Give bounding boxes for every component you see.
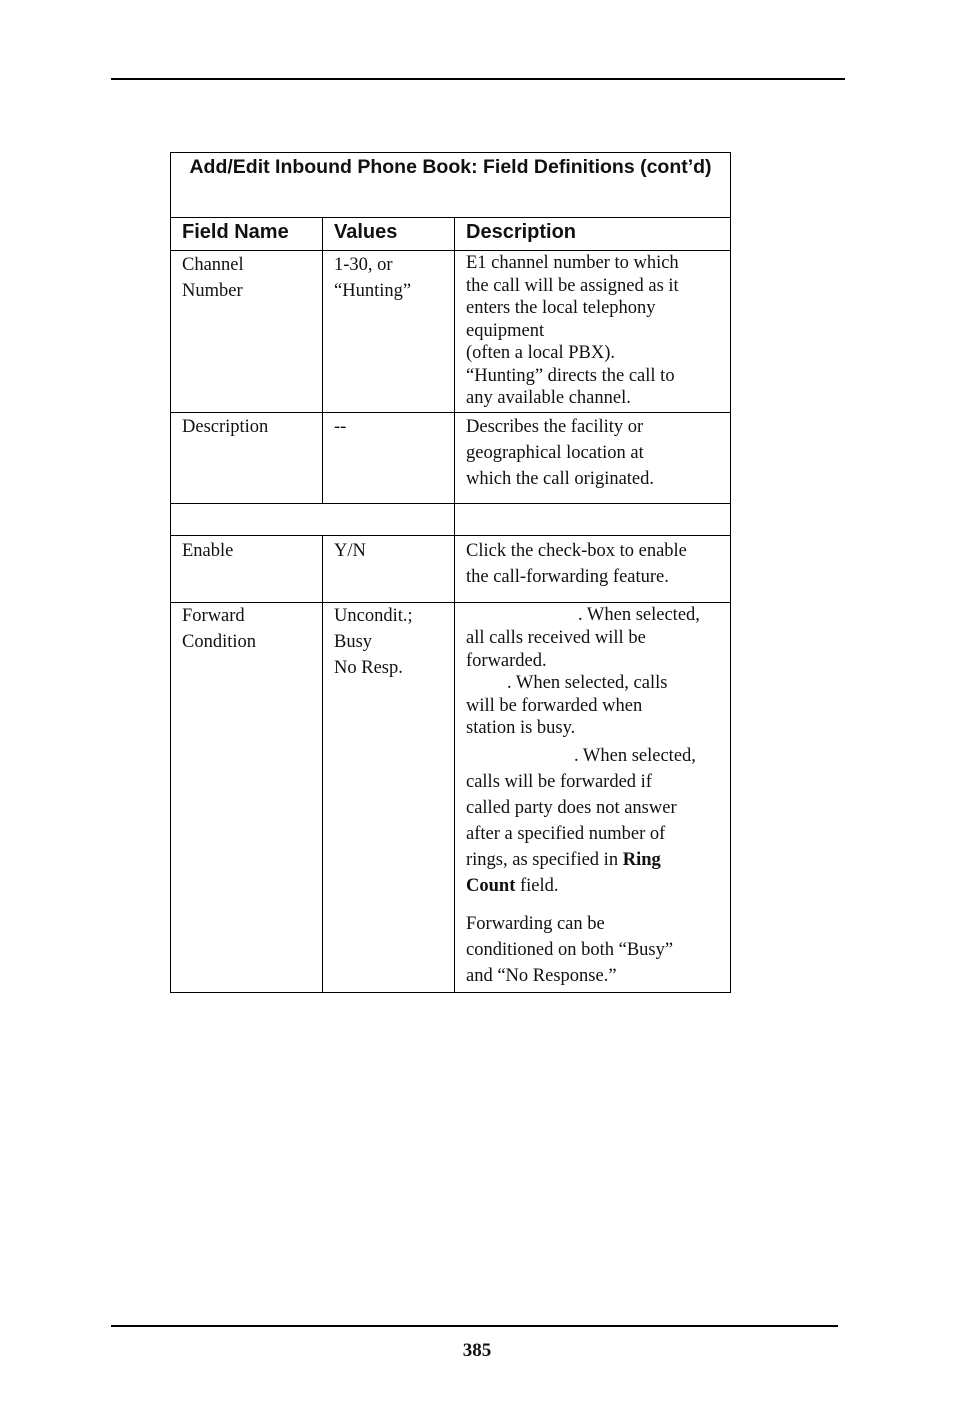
field-name-cell: Channel Number (171, 251, 323, 413)
field-definitions-table (170, 152, 731, 993)
field-name-cell: Forward Condition (171, 603, 323, 993)
values-cell: Y/N (323, 536, 455, 603)
table-title-row (171, 153, 731, 218)
ring-count-line: rings, as specified in Ring (466, 849, 661, 870)
description-cell: . When selected, all calls received will be forwarded. . When selected, calls will be forwarded when station is busy. . When selected, calls will be forwarded if called party does not answer after a specified number of rings, as specified in Ring Count field. Forwarding can be conditioned on both “Busy” and “No Response.” (455, 603, 731, 993)
values-cell: -- (323, 413, 455, 504)
values-cell: Uncondit.; Busy No Resp. (323, 603, 455, 993)
table-row (171, 603, 731, 993)
header-rule (111, 78, 845, 80)
field-name-cell: Description (171, 413, 323, 504)
table-header-row (171, 218, 731, 251)
description-cell: Describes the facility or geographical location at which the call originated. (455, 413, 731, 504)
values-cell: 1-30, or “Hunting” (323, 251, 455, 413)
empty-cell (455, 504, 731, 536)
header-values: Values (323, 218, 455, 251)
header-description: Description (455, 218, 731, 251)
table-row (171, 413, 731, 504)
table-row (171, 251, 731, 413)
page-number: 385 (462, 1340, 492, 1361)
footer-rule (111, 1325, 838, 1327)
table-row (171, 536, 731, 603)
table-row-section-divider (171, 504, 731, 536)
description-cell: Click the check-box to enable the call-forwarding feature. (455, 536, 731, 603)
header-field-name: Field Name (171, 218, 323, 251)
description-cell: E1 channel number to which the call will be assigned as it enters the local telephony equipment (often a local PBX). “Hunting” directs the call to any available channel. (455, 251, 731, 413)
ring-count-line-2: Count field. (466, 875, 559, 896)
empty-cell (171, 504, 455, 536)
table-title: Add/Edit Inbound Phone Book: Field Definitions (cont’d) (171, 153, 731, 218)
field-name-cell: Enable (171, 536, 323, 603)
